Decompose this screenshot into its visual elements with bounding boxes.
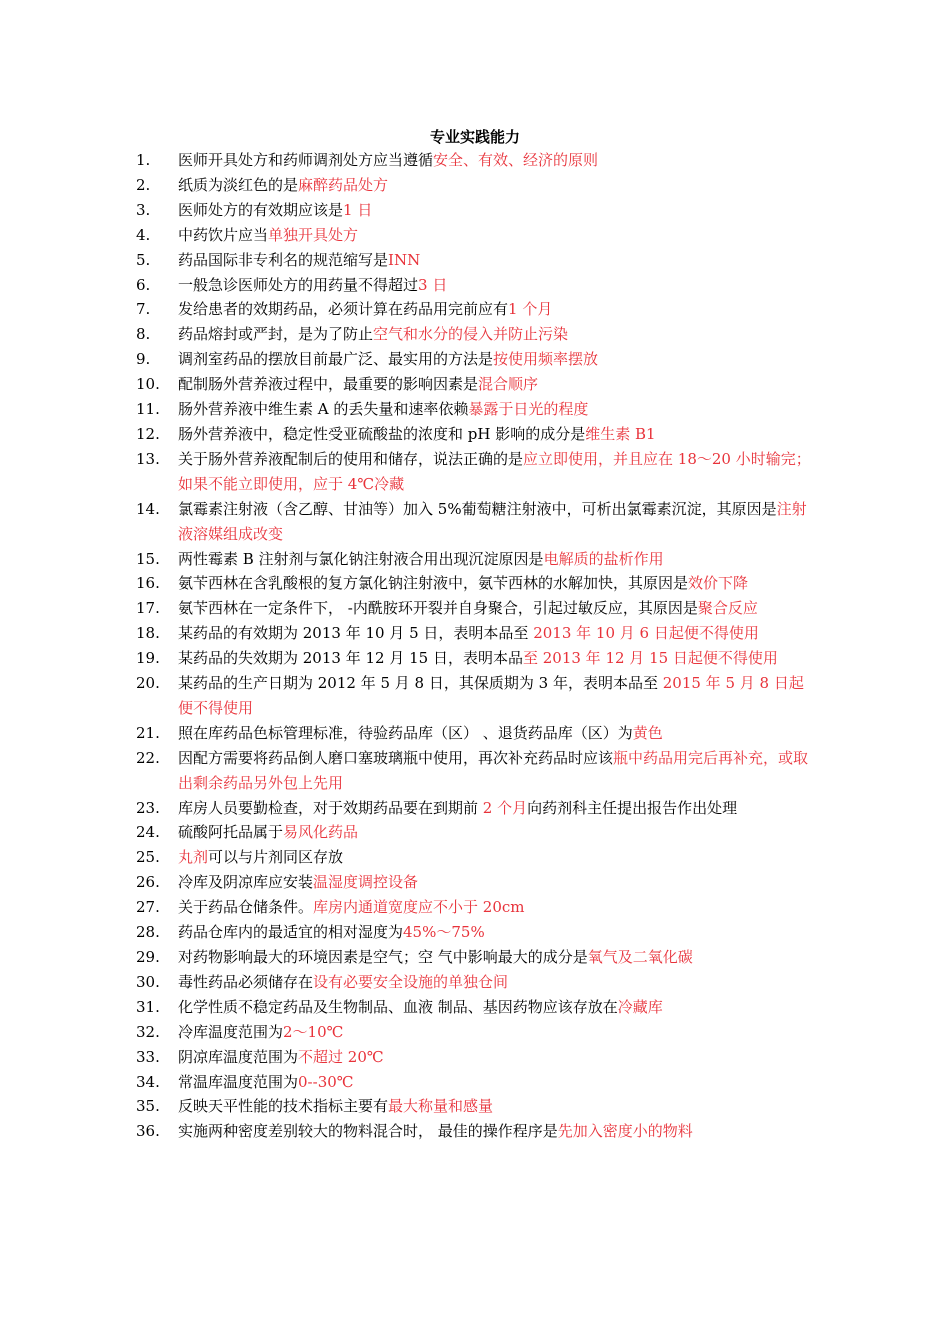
answer-text: 不超过 20℃: [298, 1047, 384, 1066]
item-text: [178, 297, 812, 322]
item-number: 36.: [136, 1122, 160, 1141]
question-text: 向药剂科主任提出报告作出处理: [527, 798, 738, 817]
question-text: 可以与片剂同区存放: [208, 848, 344, 867]
question-text: 一般急诊医师处方的用药量不得超过: [178, 275, 419, 294]
item-number: 24.: [136, 823, 160, 842]
item-number: 30.: [136, 972, 160, 991]
item-text: [178, 970, 812, 995]
answer-text: 最大称量和感量: [388, 1097, 494, 1116]
item-number: 22.: [136, 748, 160, 767]
item-text: [178, 447, 812, 497]
list-item: [136, 198, 812, 223]
answer-text: 2～10℃: [283, 1022, 344, 1041]
list-item: [136, 870, 812, 895]
answer-text: INN: [388, 250, 421, 269]
answer-text: 按使用频率摆放: [493, 350, 599, 369]
question-text: 库房人员要勤检查，对于效期药品要在到期前: [178, 798, 483, 817]
list-item: [136, 671, 812, 721]
question-text: 发给患者的效期药品，必须计算在药品用完前应有: [178, 300, 509, 319]
item-text: [178, 248, 812, 273]
list-item: [136, 845, 812, 870]
item-number: 10.: [136, 375, 160, 394]
answer-text: 1 日: [343, 200, 373, 219]
question-text: 某药品的有效期为 2013 年 10 月 5 日，表明本品至: [178, 624, 534, 643]
item-number: 13.: [136, 449, 160, 468]
item-text: [178, 820, 812, 845]
answer-text: 1 个月: [508, 300, 553, 319]
list-item: [136, 796, 812, 821]
item-number: 27.: [136, 898, 160, 917]
question-text: 氯霉素注射液（含乙醇、甘油等）加入 5%葡萄糖注射液中，可析出氯霉素沉淀，其原因是: [178, 499, 777, 518]
answer-text: 效价下降: [688, 574, 749, 593]
answer-text: 易风化药品: [283, 823, 359, 842]
item-text: [178, 547, 812, 572]
question-text: 氨苄西林在一定条件下， -内酰胺环开裂并自身聚合，引起过敏反应，其原因是: [178, 599, 698, 618]
question-text: 因配方需要将药品倒人磨口塞玻璃瓶中使用，再次补充药品时应该: [178, 748, 614, 767]
item-text: [178, 198, 812, 223]
list-item: [136, 273, 812, 298]
question-text: 照在库药品色标管理标准，待验药品库（区） 、退货药品库（区）为: [178, 723, 633, 742]
item-text: [178, 796, 812, 821]
item-number: 28.: [136, 923, 160, 942]
item-text: [178, 945, 812, 970]
answer-text: 温湿度调控设备: [313, 873, 419, 892]
list-item: [136, 895, 812, 920]
item-text: [178, 895, 812, 920]
list-item: [136, 322, 812, 347]
list-item: [136, 571, 812, 596]
answer-text: 单独开具处方: [268, 225, 359, 244]
question-text: 药品熔封或严封，是为了防止: [178, 325, 374, 344]
list-item: [136, 1020, 812, 1045]
answer-text: 麻醉药品处方: [298, 175, 389, 194]
item-number: 3.: [136, 200, 151, 219]
item-text: [178, 995, 812, 1020]
item-number: 2.: [136, 175, 151, 194]
item-number: 31.: [136, 997, 160, 1016]
item-text: [178, 347, 812, 372]
item-number: 4.: [136, 225, 151, 244]
list-item: [136, 920, 812, 945]
item-text: [178, 596, 812, 621]
item-number: 20.: [136, 674, 160, 693]
item-number: 19.: [136, 649, 160, 668]
page-title: 专业实践能力: [429, 128, 520, 146]
item-number: 5.: [136, 250, 151, 269]
question-text: 氨苄西林在含乳酸根的复方氯化钠注射液中，氨苄西林的水解加快，其原因是: [178, 574, 689, 593]
question-text: 配制肠外营养液过程中，最重要的影响因素是: [178, 375, 479, 394]
list-item: [136, 397, 812, 422]
question-text: 医师处方的有效期应该是: [178, 200, 344, 219]
question-text: 冷库温度范围为: [178, 1022, 284, 1041]
list-item: [136, 945, 812, 970]
item-number: 8.: [136, 325, 151, 344]
answer-text: 3 日: [418, 275, 448, 294]
list-item: [136, 621, 812, 646]
question-text: 关于药品仓储条件。: [178, 898, 314, 917]
question-text: 化学性质不稳定药品及生物制品、血液 制品、基因药物应该存放在: [178, 997, 618, 1016]
answer-text: 黄色: [632, 723, 663, 742]
list-item: [136, 148, 812, 173]
answer-text: 混合顺序: [478, 375, 539, 394]
list-item: [136, 372, 812, 397]
item-text: [178, 1094, 812, 1119]
answer-text: 安全、有效、经济的原则: [433, 151, 599, 169]
question-text: 阴凉库温度范围为: [178, 1047, 299, 1066]
answer-text: 注射液溶媒组成改变: [178, 499, 807, 543]
item-text: [178, 397, 812, 422]
list-item: [136, 1119, 812, 1144]
item-text: [178, 497, 812, 547]
question-text: 毒性药品必须储存在: [178, 972, 314, 991]
item-number: 26.: [136, 873, 160, 892]
item-text: [178, 1070, 812, 1095]
answer-text: 瓶中药品用完后再补充，或取出剩余药品另外包上先用: [178, 748, 809, 792]
list-item: [136, 820, 812, 845]
list-item: [136, 1070, 812, 1095]
item-text: [178, 148, 812, 173]
question-text: 两性霉素 B 注射剂与氯化钠注射液合用出现沉淀原因是: [178, 549, 544, 568]
item-text: [178, 223, 812, 248]
question-text: 中药饮片应当: [178, 225, 269, 244]
item-text: [178, 422, 812, 447]
item-text: [178, 870, 812, 895]
item-number: 34.: [136, 1072, 160, 1091]
item-text: [178, 746, 812, 796]
answer-text: 应立即使用，并且应在 18～20 小时输完；如果不能立即使用，应于 4℃冷藏: [178, 449, 811, 493]
list-item: [136, 970, 812, 995]
item-text: [178, 920, 812, 945]
list-item: [136, 721, 812, 746]
item-number: 1.: [136, 151, 151, 169]
item-text: [178, 372, 812, 397]
list-item: [136, 547, 812, 572]
item-number: 17.: [136, 599, 160, 618]
list-item: [136, 447, 812, 497]
item-number: 15.: [136, 549, 160, 568]
question-text: 某药品的失效期为 2013 年 12 月 15 日，表明本品: [178, 649, 523, 668]
item-number: 23.: [136, 798, 160, 817]
question-text: 药品国际非专利名的规范缩写是: [178, 250, 389, 269]
item-number: 16.: [136, 574, 160, 593]
question-text: 肠外营养液中维生素 A 的丢失量和速率依赖: [178, 400, 469, 419]
list-item: [136, 347, 812, 372]
item-text: [178, 721, 812, 746]
item-text: [178, 173, 812, 198]
answer-text: 丸剂: [178, 848, 209, 867]
answer-text: 聚合反应: [697, 599, 758, 618]
question-text: 纸质为淡红色的是: [178, 175, 299, 194]
list-item: [136, 248, 812, 273]
item-number: 29.: [136, 948, 160, 966]
list-item: [136, 173, 812, 198]
question-list: [136, 148, 812, 1144]
question-text: 常温库温度范围为: [178, 1072, 299, 1091]
answer-text: 库房内通道宽度应不小于 20cm: [313, 898, 525, 917]
question-text: 冷库及阴凉库应安装: [178, 873, 314, 892]
list-item: [136, 746, 812, 796]
item-number: 32.: [136, 1022, 160, 1041]
question-text: 肠外营养液中，稳定性受亚硫酸盐的浓度和 pH 影响的成分是: [178, 424, 586, 443]
list-item: [136, 1045, 812, 1070]
item-text: [178, 571, 812, 596]
question-text: 反映天平性能的技术指标主要有: [178, 1097, 389, 1116]
item-number: 11.: [136, 400, 160, 419]
item-text: [178, 845, 812, 870]
answer-text: 0--30℃: [298, 1072, 354, 1091]
item-text: [178, 1020, 812, 1045]
item-number: 18.: [136, 624, 160, 643]
item-text: [178, 671, 812, 721]
item-number: 14.: [136, 499, 160, 518]
list-item: [136, 223, 812, 248]
question-text: 医师开具处方和药师调剂处方应当遵循: [178, 151, 434, 169]
item-text: [178, 1119, 812, 1144]
question-text: 硫酸阿托品属于: [178, 823, 284, 842]
answer-text: 电解质的盐析作用: [543, 549, 664, 568]
answer-text: 2015 年 5 月 8 日起便不得使用: [178, 674, 804, 717]
answer-text: 先加入密度小的物料: [557, 1122, 693, 1141]
item-text: [178, 273, 812, 298]
question-text: 某药品的生产日期为 2012 年 5 月 8 日，其保质期为 3 年，表明本品至: [178, 674, 663, 693]
item-text: [178, 1045, 812, 1070]
answer-text: 维生素 B1: [585, 424, 656, 443]
item-text: [178, 621, 812, 646]
item-number: 12.: [136, 424, 160, 443]
item-number: 7.: [136, 300, 151, 319]
question-text: 药品仓库内的最适宜的相对湿度为: [178, 923, 404, 942]
list-item: [136, 1094, 812, 1119]
item-number: 6.: [136, 275, 151, 294]
answer-text: 冷藏库: [617, 997, 663, 1016]
list-item: [136, 297, 812, 322]
answer-text: 至 2013 年 12 月 15 日起便不得使用: [522, 649, 778, 668]
list-item: [136, 422, 812, 447]
question-text: 调剂室药品的摆放目前最广泛、最实用的方法是: [178, 350, 494, 369]
item-number: 21.: [136, 723, 160, 742]
item-number: 25.: [136, 848, 160, 867]
answer-text: 45%～75%: [403, 923, 485, 942]
answer-text: 氧气及二氧化碳: [587, 948, 693, 966]
answer-text: 2013 年 10 月 6 日起便不得使用: [533, 624, 759, 643]
answer-text: 2 个月: [482, 798, 528, 817]
question-text: 对药物影响最大的环境因素是空气；空 气中影响最大的成分是: [178, 948, 588, 966]
question-text: 关于肠外营养液配制后的使用和储存，说法正确的是: [178, 449, 524, 468]
list-item: [136, 497, 812, 547]
answer-text: 暴露于日光的程度: [468, 400, 589, 419]
list-item: [136, 646, 812, 671]
item-number: 33.: [136, 1047, 160, 1066]
answer-text: 空气和水分的侵入并防止污染: [373, 325, 569, 344]
question-text: 实施两种密度差别较大的物料混合时， 最佳的操作程序是: [178, 1122, 558, 1141]
item-number: 35.: [136, 1097, 160, 1116]
item-text: [178, 646, 812, 671]
item-text: [178, 322, 812, 347]
list-item: [136, 596, 812, 621]
list-item: [136, 995, 812, 1020]
item-number: 9.: [136, 350, 151, 369]
answer-text: 设有必要安全设施的单独仓间: [313, 972, 509, 991]
